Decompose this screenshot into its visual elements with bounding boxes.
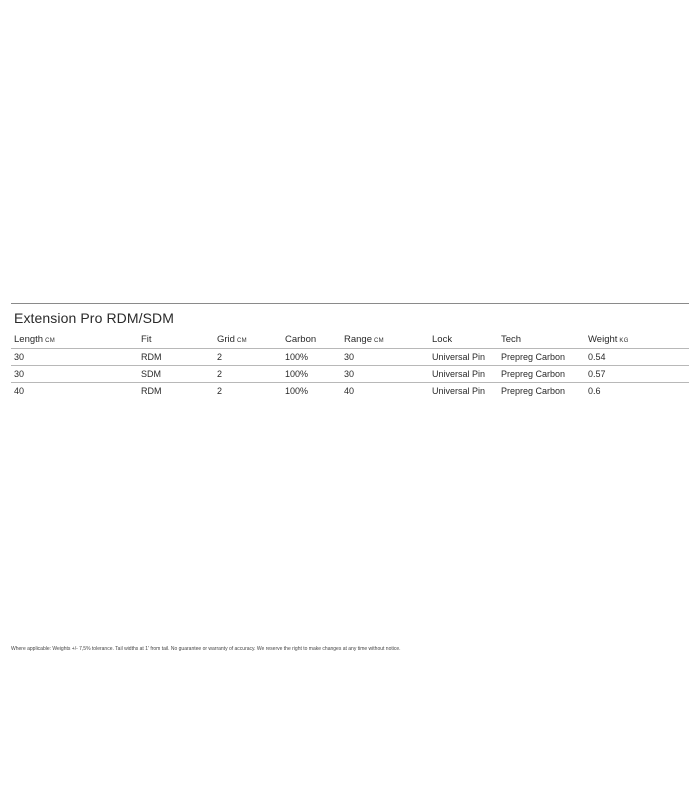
cell-fit: RDM <box>138 349 214 366</box>
cell-fit: SDM <box>138 366 214 383</box>
column-header-weight: Weight KG <box>588 334 629 345</box>
column-header-range: Range CM <box>344 334 384 345</box>
cell-range: 30 <box>341 349 429 366</box>
cell-weight: 0.6 <box>585 383 689 400</box>
column-header-lock: Lock <box>432 334 453 345</box>
top-divider <box>11 303 689 304</box>
cell-carbon: 100% <box>282 349 341 366</box>
cell-range: 30 <box>341 366 429 383</box>
column-header-grid: Grid CM <box>217 334 247 345</box>
table-header-row <box>11 331 689 349</box>
cell-tech: Prepreg Carbon <box>498 383 585 400</box>
cell-length: 30 <box>11 366 138 383</box>
cell-carbon: 100% <box>282 383 341 400</box>
cell-weight: 0.54 <box>585 349 689 366</box>
cell-grid: 2 <box>214 383 282 400</box>
cell-tech: Prepreg Carbon <box>498 349 585 366</box>
table-row <box>11 349 689 366</box>
cell-grid: 2 <box>214 349 282 366</box>
column-header-tech: Tech <box>501 334 522 345</box>
column-header-length: Length CM <box>14 334 55 345</box>
cell-lock: Universal Pin <box>429 366 498 383</box>
cell-carbon: 100% <box>282 366 341 383</box>
cell-lock: Universal Pin <box>429 349 498 366</box>
cell-fit: RDM <box>138 383 214 400</box>
table-row <box>11 366 689 383</box>
cell-length: 40 <box>11 383 138 400</box>
product-title: Extension Pro RDM/SDM <box>14 310 175 326</box>
cell-grid: 2 <box>214 366 282 383</box>
column-header-fit: Fit <box>141 334 152 345</box>
spec-sheet <box>11 303 689 399</box>
cell-length: 30 <box>11 349 138 366</box>
cell-tech: Prepreg Carbon <box>498 366 585 383</box>
disclaimer-footnote: Where applicable: Weights +/- 7,5% tolerance. Tail widths at 1' from tail. No guarantee or warranty of accuracy. We reserve the right to make changes at any time without notice. <box>11 646 401 652</box>
cell-weight: 0.57 <box>585 366 689 383</box>
table-row <box>11 383 689 400</box>
cell-range: 40 <box>341 383 429 400</box>
cell-lock: Universal Pin <box>429 383 498 400</box>
column-header-carbon: Carbon <box>285 334 317 345</box>
spec-table <box>11 331 689 399</box>
